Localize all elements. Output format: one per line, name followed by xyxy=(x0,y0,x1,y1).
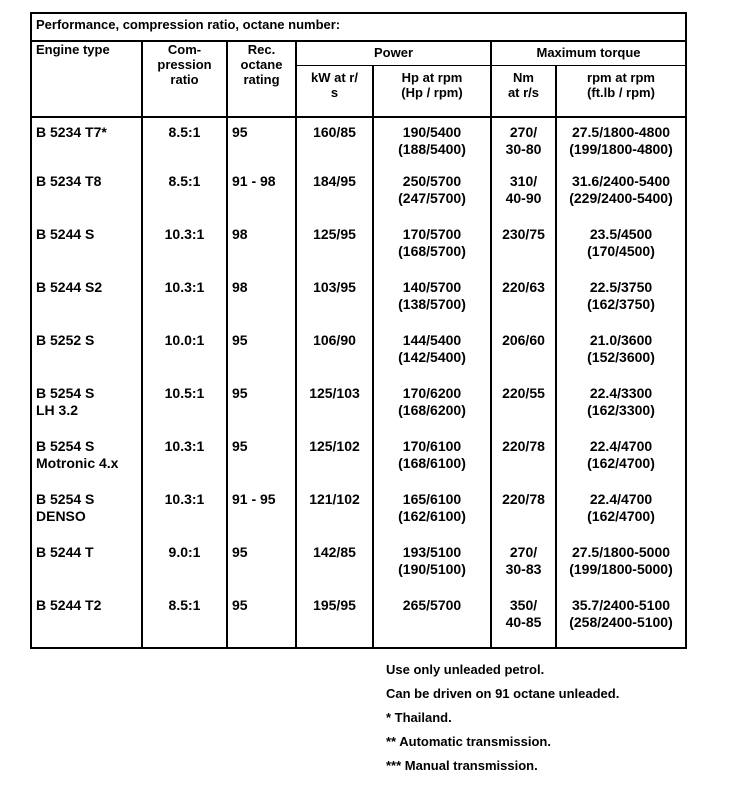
octane-rating-cell: 95 xyxy=(227,330,296,383)
octane-rating-cell: 95 xyxy=(227,436,296,489)
torque-nm-cell: 270/ 30-83 xyxy=(491,542,556,595)
power-kw-cell: 106/90 xyxy=(296,330,373,383)
torque-nm-cell: 206/60 xyxy=(491,330,556,383)
torque-rpm-cell: 27.5/1800-4800 (199/1800-4800) xyxy=(556,117,686,171)
compression-ratio-cell: 8.5:1 xyxy=(142,595,227,648)
octane-rating-cell: 95 xyxy=(227,595,296,648)
power-hp-cell: 144/5400 (142/5400) xyxy=(373,330,491,383)
compression-ratio-cell: 10.3:1 xyxy=(142,489,227,542)
power-kw-cell: 160/85 xyxy=(296,117,373,171)
octane-rating-cell: 98 xyxy=(227,277,296,330)
table-row xyxy=(31,330,686,383)
footnotes xyxy=(386,658,619,778)
note-octane: Can be driven on 91 octane unleaded. xyxy=(386,686,620,701)
performance-table xyxy=(30,12,687,649)
torque-rpm-cell: 35.7/2400-5100 (258/2400-5100) xyxy=(556,595,686,648)
torque-nm-cell: 310/ 40-90 xyxy=(491,171,556,224)
table-row xyxy=(31,436,686,489)
table-row xyxy=(31,117,686,171)
table-row xyxy=(31,224,686,277)
engine-type-cell: B 5244 S2 xyxy=(31,277,142,330)
octane-rating-cell: 91 - 95 xyxy=(227,489,296,542)
power-hp-cell: 193/5100 (190/5100) xyxy=(373,542,491,595)
engine-type-cell: B 5254 S Motronic 4.x xyxy=(31,436,142,489)
torque-nm-cell: 220/78 xyxy=(491,489,556,542)
power-hp-cell: 265/5700 xyxy=(373,595,491,648)
torque-rpm-cell: 22.4/3300 (162/3300) xyxy=(556,383,686,436)
header-compression: Com- pression ratio xyxy=(142,41,227,117)
spec-sheet xyxy=(30,12,685,649)
octane-rating-cell: 95 xyxy=(227,383,296,436)
engine-type-cell: B 5234 T8 xyxy=(31,171,142,224)
power-hp-cell: 165/6100 (162/6100) xyxy=(373,489,491,542)
power-hp-cell: 170/6200 (168/6200) xyxy=(373,383,491,436)
power-kw-cell: 142/85 xyxy=(296,542,373,595)
table-row xyxy=(31,489,686,542)
table-row xyxy=(31,277,686,330)
compression-ratio-cell: 8.5:1 xyxy=(142,171,227,224)
engine-type-cell: B 5254 S DENSO xyxy=(31,489,142,542)
power-kw-cell: 125/95 xyxy=(296,224,373,277)
power-kw-cell: 125/103 xyxy=(296,383,373,436)
torque-nm-cell: 220/78 xyxy=(491,436,556,489)
torque-rpm-cell: 31.6/2400-5400 (229/2400-5400) xyxy=(556,171,686,224)
table-caption: Performance, compression ratio, octane number: xyxy=(31,13,686,41)
power-kw-cell: 121/102 xyxy=(296,489,373,542)
torque-nm-cell: 350/ 40-85 xyxy=(491,595,556,648)
compression-ratio-cell: 10.5:1 xyxy=(142,383,227,436)
power-hp-cell: 250/5700 (247/5700) xyxy=(373,171,491,224)
header-kw: kW at r/ s xyxy=(296,66,373,118)
compression-ratio-cell: 8.5:1 xyxy=(142,117,227,171)
power-hp-cell: 170/6100 (168/6100) xyxy=(373,436,491,489)
header-power: Power xyxy=(296,41,491,66)
power-hp-cell: 190/5400 (188/5400) xyxy=(373,117,491,171)
power-hp-cell: 170/5700 (168/5700) xyxy=(373,224,491,277)
note-unleaded: Use only unleaded petrol. xyxy=(386,662,545,677)
torque-rpm-cell: 22.4/4700 (162/4700) xyxy=(556,489,686,542)
table-row xyxy=(31,171,686,224)
torque-rpm-cell: 22.5/3750 (162/3750) xyxy=(556,277,686,330)
note-thailand: * Thailand. xyxy=(386,710,452,725)
engine-type-cell: B 5244 S xyxy=(31,224,142,277)
compression-ratio-cell: 10.0:1 xyxy=(142,330,227,383)
torque-rpm-cell: 22.4/4700 (162/4700) xyxy=(556,436,686,489)
header-nm: Nm at r/s xyxy=(491,66,556,118)
table-row xyxy=(31,595,686,648)
engine-type-cell: B 5252 S xyxy=(31,330,142,383)
torque-rpm-cell: 27.5/1800-5000 (199/1800-5000) xyxy=(556,542,686,595)
header-max-torque: Maximum torque xyxy=(491,41,686,66)
compression-ratio-cell: 10.3:1 xyxy=(142,224,227,277)
table-row xyxy=(31,542,686,595)
power-kw-cell: 125/102 xyxy=(296,436,373,489)
engine-type-cell: B 5254 S LH 3.2 xyxy=(31,383,142,436)
header-octane: Rec. octane rating xyxy=(227,41,296,117)
engine-type-cell: B 5234 T7* xyxy=(31,117,142,171)
octane-rating-cell: 95 xyxy=(227,542,296,595)
torque-rpm-cell: 21.0/3600 (152/3600) xyxy=(556,330,686,383)
power-kw-cell: 195/95 xyxy=(296,595,373,648)
engine-type-cell: B 5244 T xyxy=(31,542,142,595)
note-automatic: ** Automatic transmission. xyxy=(386,734,551,749)
engine-type-cell: B 5244 T2 xyxy=(31,595,142,648)
torque-nm-cell: 220/63 xyxy=(491,277,556,330)
power-kw-cell: 184/95 xyxy=(296,171,373,224)
octane-rating-cell: 98 xyxy=(227,224,296,277)
torque-nm-cell: 230/75 xyxy=(491,224,556,277)
torque-nm-cell: 220/55 xyxy=(491,383,556,436)
compression-ratio-cell: 9.0:1 xyxy=(142,542,227,595)
torque-nm-cell: 270/ 30-80 xyxy=(491,117,556,171)
octane-rating-cell: 95 xyxy=(227,117,296,171)
compression-ratio-cell: 10.3:1 xyxy=(142,436,227,489)
table-row xyxy=(31,383,686,436)
header-hp: Hp at rpm (Hp / rpm) xyxy=(373,66,491,118)
header-engine-type: Engine type xyxy=(31,41,142,117)
power-kw-cell: 103/95 xyxy=(296,277,373,330)
compression-ratio-cell: 10.3:1 xyxy=(142,277,227,330)
octane-rating-cell: 91 - 98 xyxy=(227,171,296,224)
header-rpm: rpm at rpm (ft.lb / rpm) xyxy=(556,66,686,118)
note-manual: *** Manual transmission. xyxy=(386,758,538,773)
power-hp-cell: 140/5700 (138/5700) xyxy=(373,277,491,330)
torque-rpm-cell: 23.5/4500 (170/4500) xyxy=(556,224,686,277)
